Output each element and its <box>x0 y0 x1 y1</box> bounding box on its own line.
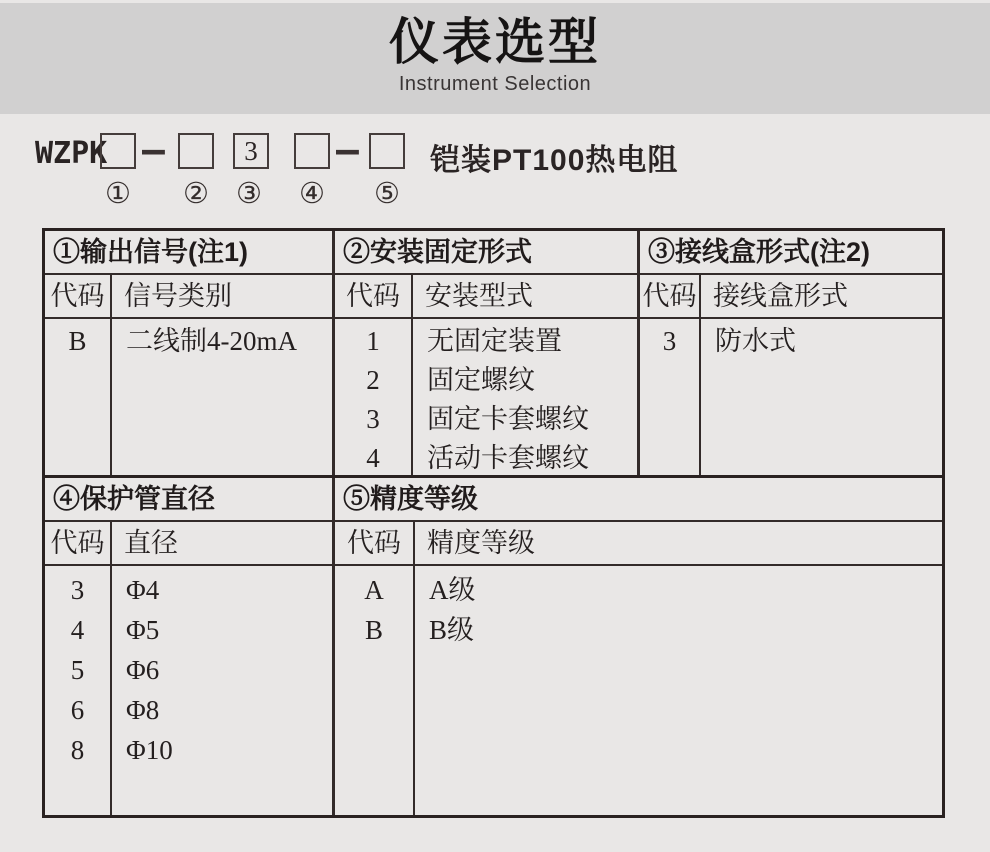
model-dash-2: – <box>336 128 359 172</box>
code-column <box>45 566 112 815</box>
section-accuracy-class <box>335 478 942 815</box>
column-header-type: 接线盒形式 <box>713 281 848 311</box>
label-value: A级 <box>429 575 476 605</box>
model-box-2 <box>178 133 214 169</box>
column-header-type: 信号类别 <box>124 281 232 311</box>
circled-number-3: ③ <box>236 178 262 210</box>
code-value: 4 <box>366 443 380 473</box>
selection-table <box>42 228 945 818</box>
label-value: 固定卡套螺纹 <box>427 404 589 434</box>
column-header-row <box>335 275 637 319</box>
circled-number-1: ① <box>105 178 131 210</box>
model-box-1 <box>100 133 136 169</box>
label-value: 防水式 <box>715 326 796 356</box>
section-protection-tube-diameter <box>45 478 335 815</box>
section-body <box>45 566 332 815</box>
label-value: 固定螺纹 <box>427 365 535 395</box>
label-column <box>413 319 637 475</box>
code-value: 3 <box>366 404 380 434</box>
section-title: ②安装固定形式 <box>335 231 637 275</box>
label-value: Φ10 <box>126 735 173 765</box>
section-junction-box <box>640 231 942 475</box>
code-column <box>335 319 413 475</box>
column-header-code: 代码 <box>45 275 112 317</box>
label-value: Φ5 <box>126 615 160 645</box>
label-value: 二线制4-20mA <box>126 326 297 356</box>
model-dash-1: – <box>142 128 165 172</box>
label-column <box>701 319 942 475</box>
code-column <box>335 566 415 815</box>
section-title: ⑤精度等级 <box>335 478 942 522</box>
column-header-row <box>45 275 332 319</box>
column-header-code: 代码 <box>335 522 415 564</box>
column-header-code: 代码 <box>45 522 112 564</box>
code-column <box>640 319 701 475</box>
column-header-row <box>45 522 332 566</box>
model-prefix: WZPK <box>35 136 108 171</box>
label-value: Φ6 <box>126 655 160 685</box>
column-header-diameter: 直径 <box>124 528 178 558</box>
page-title: 仪表选型 <box>389 14 601 70</box>
code-value: 8 <box>70 735 85 765</box>
code-value: 5 <box>70 655 85 685</box>
label-value: Φ4 <box>126 575 160 605</box>
code-value: 3 <box>662 326 677 356</box>
page-subtitle: Instrument Selection <box>398 73 592 95</box>
code-value: 4 <box>70 615 85 645</box>
section-output-signal <box>45 231 335 475</box>
section-title: ③接线盒形式(注2) <box>640 231 942 275</box>
code-value: 2 <box>366 365 380 395</box>
label-column <box>112 566 332 815</box>
code-column <box>45 319 112 475</box>
circled-number-2: ② <box>183 178 209 210</box>
header-banner <box>0 3 990 114</box>
circled-number-5: ⑤ <box>374 178 400 210</box>
label-column <box>415 566 942 815</box>
column-header-type: 安装型式 <box>425 281 533 311</box>
model-box-3: 3 <box>233 133 269 169</box>
section-body <box>45 319 332 475</box>
column-header-row <box>335 522 942 566</box>
label-column <box>112 319 332 475</box>
table-bottom-half <box>45 478 942 815</box>
code-value: B <box>68 326 87 356</box>
code-value: 1 <box>366 326 380 356</box>
label-value: Φ8 <box>126 695 160 725</box>
label-value: B级 <box>429 615 475 645</box>
code-value: 6 <box>70 695 85 725</box>
model-description: 铠装PT100热电阻 <box>430 144 679 177</box>
column-header-accuracy: 精度等级 <box>427 528 535 558</box>
section-mounting-type <box>335 231 640 475</box>
label-value: 无固定装置 <box>427 326 562 356</box>
section-body <box>640 319 942 475</box>
code-value: 3 <box>70 575 85 605</box>
section-title: ①输出信号(注1) <box>45 231 332 275</box>
table-top-half <box>45 231 942 478</box>
section-body <box>335 566 942 815</box>
code-value: A <box>364 575 384 605</box>
column-header-code: 代码 <box>335 275 413 317</box>
section-body <box>335 319 637 475</box>
section-title: ④保护管直径 <box>45 478 332 522</box>
circled-number-4: ④ <box>299 178 325 210</box>
column-header-row <box>640 275 942 319</box>
column-header-code: 代码 <box>640 275 701 317</box>
code-value: B <box>364 615 383 645</box>
model-box-5 <box>369 133 405 169</box>
label-value: 活动卡套螺纹 <box>427 443 589 473</box>
model-box-4 <box>294 133 330 169</box>
